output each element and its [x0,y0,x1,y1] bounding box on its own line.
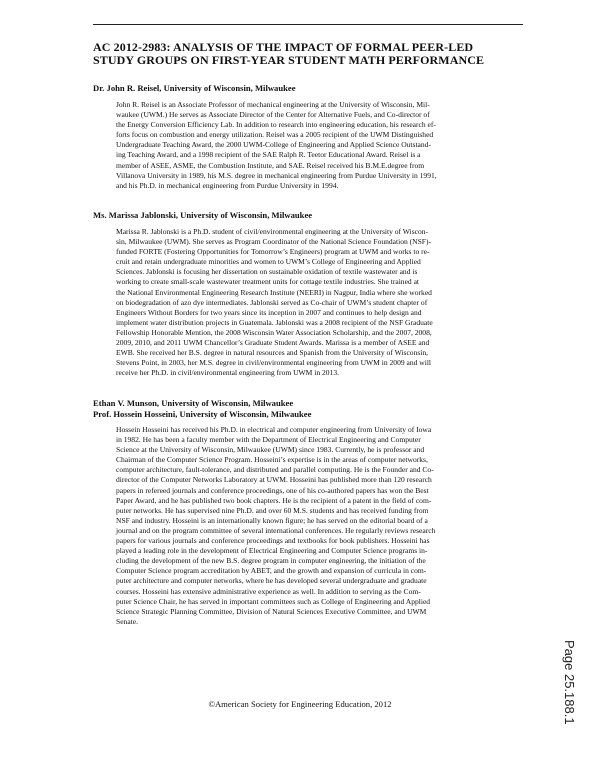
top-rule [93,24,523,25]
author-heading-reisel: Dr. John R. Reisel, University of Wisconsin, Milwaukee [93,83,296,93]
copyright-footer: ©American Society for Engineering Education, 2012 [208,699,392,709]
page-identifier: Page 25.188.1 [562,640,577,725]
author-bio-hosseini: Hossein Hosseini has received his Ph.D. in electrical and computer engineering from University of Iowa in 1982. He has been a faculty member with the Department of Electrical Engineering and Computer Science at the University of Wisconsin, Milwaukee (UWM) since 1983. Currently, he is professor and Chairman of the Computer Science Program. Hosseini’s expertise is in the areas of computer networks, computer architecture, fault-tolerance, and distributed and parallel computing. He is the Founder and Co- director of the Computer Networks Laboratory at UWM. Hosseini has published more than 120 research papers in refereed journals and conference proceedings, one of his co-authored papers has won the Best Paper Award, and he has published two book chapters. He is the recipient of a patent in the field of com- puter networks. He has supervised nine Ph.D. and over 60 M.S. students and has received funding from NSF and industry. Hosseini is an internationally known figure; he has served on the editorial board of a journal and on the program committee of several international conferences. He regularly reviews research papers for various journals and conference proceedings and textbooks for book publishers. Hosseini has played a leading role in the development of Electrical Engineering and Computer Science programs in- cluding the development of the new B.S. degree program in computer engineering, the initiation of the Computer Science program accreditation by ABET, and the growth and expansion of curricula in com- puter architecture and computer networks, where he has developed several undergraduate and graduate courses. Hosseini has extensive administrative experience as well. In addition to serving as the Com- puter Science Chair, he has served in important committees such as College of Engineering and Applied Science Strategic Planning Committee, Division of Natural Sciences Executive Committee, and UWM Senate. [116,425,436,626]
author-heading-hosseini: Prof. Hossein Hosseini, University of Wisconsin, Milwaukee [93,409,312,419]
paper-title [93,41,523,67]
paper-title-line-2: STUDY GROUPS ON FIRST-YEAR STUDENT MATH PERFORMANCE [93,53,485,67]
author-bio-jablonski: Marissa R. Jablonski is a Ph.D. student of civil/environmental engineering at the University of Wiscon- sin, Milwaukee (UWM). She serves as Program Coordinator of the National Science Foundation (NSF)- funded FORTE (Fostering Opportunities for Tomorrow’s Engineers) program at UWM and works to re- cruit and retain undergraduate minorities and women to UWM’s College of Engineering and Applied Sciences. Jablonski is focusing her dissertation on sustainable oxidation of textile wastewater and is working to create small-scale wastewater treatment units for cottage textile industries. She trained at the National Environmental Engineering Research Institute (NEERI) in Nagpur, India where she worked on biodegradation of azo dye intermediates. Jablonski served as Co-chair of UWM’s student chapter of Engineers Without Borders for two years since its inception in 2007 and continues to help design and implement water distribution projects in Guatemala. Jablonski was a 2008 recipient of the NSF Graduate Fellowship Honorable Mention, the 2008 Wisconsin Water Association Scholarship, and the 2007, 2008, 2009, 2010, and 2011 UWM Chancellor’s Graduate Student Awards. Marissa is a member of ASEE and EWB. She received her B.S. degree in natural resources and Spanish from the University of Wisconsin, Stevens Point, in 2003, her M.S. degree in civil/environmental engineering from UWM in 2009 and will receive her Ph.D. in civil/environmental engineering from UWM in 2013. [116,227,433,378]
author-heading-munson: Ethan V. Munson, University of Wisconsin, Milwaukee [93,398,294,408]
author-bio-reisel: John R. Reisel is an Associate Professor of mechanical engineering at the University of Wisconsin, Mil- waukee (UWM.) He serves as Associate Director of the Center for Alternative Fuels, and Co-director of the Energy Conversion Efficiency Lab. In addition to research into engineering education, his research ef- forts focus on combustion and energy utilization. Reisel was a 2005 recipient of the UWM Distinguished Undergraduate Teaching Award, the 2000 UWM-College of Engineering and Applied Science Outstand- ing Teaching Award, and a 1998 recipient of the SAE Ralph R. Teetor Educational Award. Reisel is a member of ASEE, ASME, the Combustion Institute, and SAE. Reisel received his B.M.E.degree from Villanova University in 1989, his M.S. degree in mechanical engineering from Purdue University in 1991, and his Ph.D. in mechanical engineering from Purdue University in 1994. [116,100,437,190]
author-heading-jablonski: Ms. Marissa Jablonski, University of Wisconsin, Milwaukee [93,210,313,220]
paper-title-line-1: AC 2012-2983: ANALYSIS OF THE IMPACT OF FORMAL PEER-LED [93,40,474,54]
